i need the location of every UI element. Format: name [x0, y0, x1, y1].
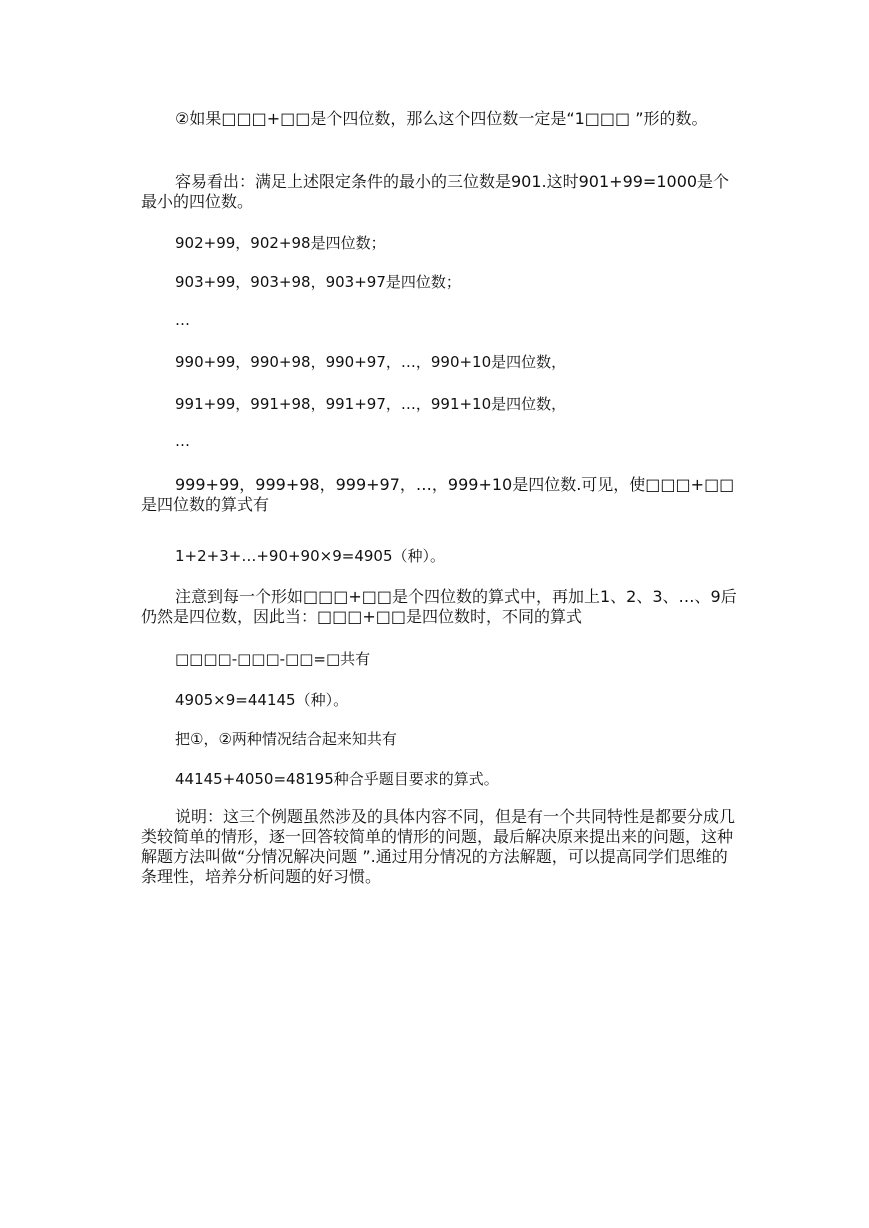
- paragraph-note-add-digits: 注意到每一个形如□□□+□□是个四位数的算式中，再加上1、2、3、…、9后仍然是四位数，因此当：□□□+□□是四位数时，不同的算式: [141, 587, 737, 626]
- paragraph-999-conclusion: 999+99，999+98，999+97，…，999+10是四位数.可见，使□□□+□□是四位数的算式有: [141, 475, 735, 514]
- ellipsis-line-2: …: [175, 432, 190, 450]
- equation-product-44145: 4905×9=44145（种）。: [175, 691, 349, 709]
- paragraph-combine-cases: 把①，②两种情况结合起来知共有: [175, 730, 397, 748]
- paragraph-observation: 容易看出：满足上述限定条件的最小的三位数是901.这时901+99=1000是个最小的四位数。: [141, 172, 730, 211]
- equation-box-form: □□□□-□□□-□□=□共有: [175, 650, 371, 668]
- equation-line-902: 902+99，902+98是四位数；: [175, 234, 386, 252]
- equation-total-48195: 44145+4050=48195种合乎题目要求的算式。: [175, 770, 499, 788]
- equation-sum-4905: 1+2+3+…+90+90×9=4905（种）。: [175, 547, 446, 565]
- equation-line-990: 990+99，990+98，990+97，…，990+10是四位数，: [175, 353, 567, 371]
- ellipsis-line-1: …: [175, 311, 190, 329]
- equation-line-903: 903+99，903+98，903+97是四位数；: [175, 273, 461, 291]
- paragraph-case-two: ②如果□□□+□□是个四位数，那么这个四位数一定是“1□□□ ”形的数。: [175, 109, 708, 128]
- paragraph-explanation: 说明：这三个例题虽然涉及的具体内容不同，但是有一个共同特性是都要分成几类较简单的情形，逐一回答较简单的情形的问题，最后解决原来提出来的问题，这种解题方法叫做“分情况解决问题 ”.通过用分情况的方法解题，可以提高同学们思维的条理性，培养分析问题的好习惯。: [141, 807, 736, 886]
- equation-line-991: 991+99，991+98，991+97，…，991+10是四位数，: [175, 395, 567, 413]
